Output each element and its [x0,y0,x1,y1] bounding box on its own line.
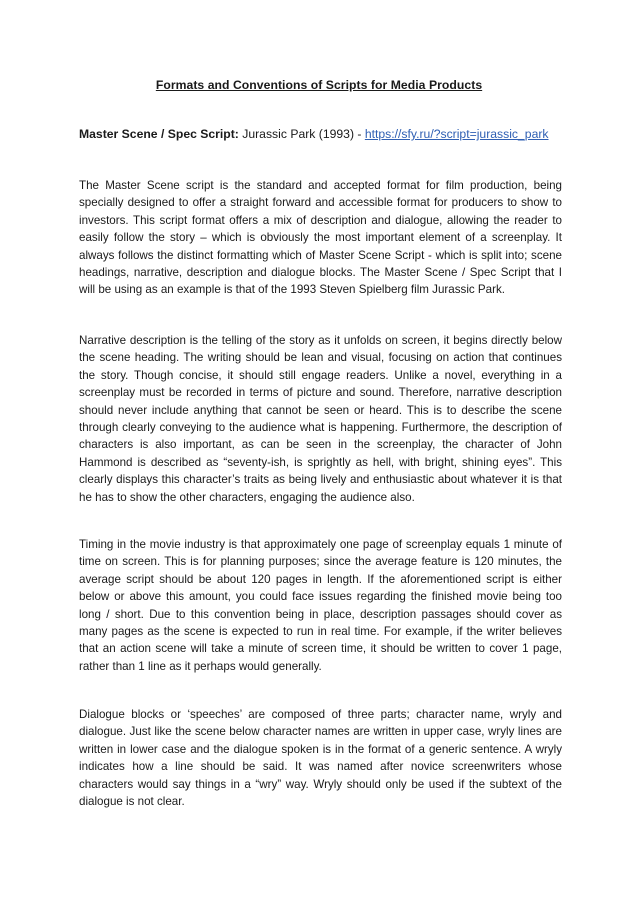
script-type-label: Master Scene / Spec Script: [79,127,239,141]
paragraph-timing: Timing in the movie industry is that approximately one page of screenplay equals 1 minute of time on screen. This is for planning purposes; since the average feature is 120 minutes, the average script should be about 120 pages in length. If the aforementioned script is either below or above this amount, you could face issues regarding the finished movie being too long / short. Due to this convention being in place, description passages should cover as many pages as the scene is expected to run in real time. For example, if the writer believes that an action scene will take a minute of screen time, it should be written to cover 1 page, rather than 1 line as it perhaps would generally. [79,538,562,673]
script-source-link[interactable]: https://sfy.ru/?script=jurassic_park [364,127,549,141]
script-reference-line [79,127,549,141]
document-title: Formats and Conventions of Scripts for Media Products [155,78,483,92]
paragraph-master-scene: The Master Scene script is the standard and accepted format for film production, being specially designed to offer a straight forward and accessible format for producers to show to investors. This script format offers a mix of description and dialogue, allowing the reader to easily follow the story – which is obviously the most important element of a screenplay. It always follows the distinct formatting which of Master Scene Script - which is split into; scene headings, narrative, description and dialogue blocks. The Master Scene / Spec Script that I will be using as an example is that of the 1993 Steven Spielberg film Jurassic Park. [79,179,562,297]
paragraph-narrative-description: Narrative description is the telling of the story as it unfolds on screen, it begins directly below the scene heading. The writing should be lean and visual, focusing on action that continues the story. Though concise, it should still engage readers. Unlike a novel, everything in a screenplay must be recorded in terms of picture and sound. Therefore, narrative description should never include anything that cannot be seen or heard. This is to describe the scene through clearly conveying to the audience what is happening. Furthermore, the description of characters is also important, as can be seen in the screenplay, the character of John Hammond is described as “seventy-ish, is sprightly as hell, with bright, shining eyes”. This clearly displays this character’s traits as being lively and enthusiastic about whatever it is that he has to show the other characters, engaging the audience also. [79,334,562,504]
script-reference-text: Jurassic Park (1993) - [238,127,365,141]
paragraph-dialogue-blocks: Dialogue blocks or ‘speeches’ are composed of three parts; character name, wryly and dialogue. Just like the scene below character names are written in upper case, wryly lines are written in lower case and the dialogue spoken is in the format of a generic sentence. A wryly indicates how a line should be said. It was named after novice screenwriters whose characters would say things in a “wry” way. Wryly should only be used if the subtext of the dialogue is not clear. [79,708,562,809]
